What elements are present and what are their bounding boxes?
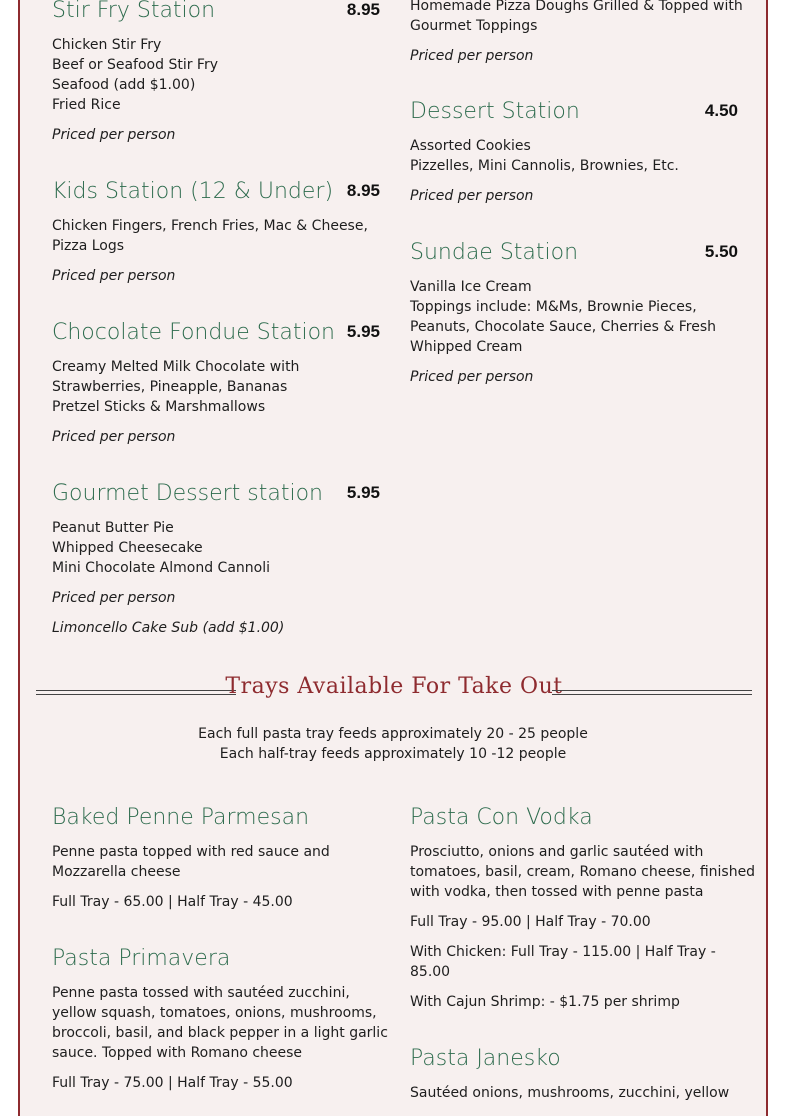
priced-per-person-note: Priced per person (410, 188, 534, 204)
menu-page (18, 0, 768, 1116)
description-line: Strawberries, Pineapple, Bananas (52, 379, 288, 395)
description-line: Whipped Cream (410, 339, 523, 355)
menu-item-stir-fry-station (52, 0, 382, 145)
tray-price: Full Tray - 65.00 | Half Tray - 45.00 (52, 894, 293, 910)
item-price: 4.50 (704, 101, 738, 120)
item-title: Baked Penne Parmesan (52, 805, 310, 830)
description-line: Penne pasta topped with red sauce and (52, 844, 330, 860)
description-line: Chicken Stir Fry (52, 37, 162, 53)
item-description (52, 357, 382, 417)
item-description (410, 1083, 750, 1103)
takeout-section-header (36, 672, 752, 712)
menu-item-sundae-station (410, 238, 740, 387)
description-line: Pizzelles, Mini Cannolis, Brownies, Etc. (410, 158, 679, 174)
item-price: 8.95 (346, 0, 380, 19)
tray-price-with-chicken (410, 942, 750, 982)
menu-item-gourmet-dessert-station (52, 479, 382, 638)
menu-item-kids-station (52, 177, 382, 286)
item-title: Kids Station (12 & Under) (52, 179, 334, 204)
description-line: Seafood (add $1.00) (52, 77, 196, 93)
intro-line: Each half-tray feeds approximately 10 -12 people (219, 746, 567, 762)
priced-per-person-note: Priced per person (52, 590, 176, 606)
tray-item-pasta-janesko (410, 1044, 750, 1103)
description-line: Mozzarella cheese (52, 864, 181, 880)
description-line: Toppings include: M&Ms, Brownie Pieces, (410, 299, 697, 315)
item-description (410, 842, 756, 902)
tray-price: Full Tray - 95.00 | Half Tray - 70.00 (410, 914, 651, 930)
tray-price-with-shrimp: With Cajun Shrimp: - $1.75 per shrimp (410, 994, 680, 1010)
item-description (52, 842, 392, 882)
priced-per-person-note: Priced per person (410, 48, 534, 64)
item-title: Dessert Station (410, 99, 580, 124)
tray-item-pasta-primavera (52, 944, 392, 1093)
description-line: Mini Chocolate Almond Cannoli (52, 560, 271, 576)
item-description (52, 983, 392, 1063)
description-line: Gourmet Toppings (410, 18, 538, 34)
description-line: Whipped Cheesecake (52, 540, 203, 556)
tray-price: Full Tray - 75.00 | Half Tray - 55.00 (52, 1075, 293, 1091)
description-line: Vanilla Ice Cream (410, 279, 532, 295)
item-description (410, 277, 740, 357)
item-title: Chocolate Fondue Station (52, 320, 335, 345)
takeout-intro (20, 724, 766, 764)
description-line: Pizza Logs (52, 238, 125, 254)
description-line: Sautéed onions, mushrooms, zucchini, yellow (410, 1085, 730, 1101)
priced-per-person-note: Priced per person (52, 127, 176, 143)
item-description (410, 0, 750, 36)
tray-item-pasta-con-vodka (410, 803, 756, 1012)
divider-rule-right (552, 690, 752, 695)
item-title: Sundae Station (410, 240, 579, 265)
description-line: sauce. Topped with Romano cheese (52, 1045, 303, 1061)
intro-line: Each full pasta tray feeds approximately 20 - 25 people (198, 726, 588, 742)
item-description (410, 136, 740, 176)
description-line: yellow squash, tomatoes, onions, mushrooms, (52, 1005, 377, 1021)
priced-per-person-note: Priced per person (52, 429, 176, 445)
description-line: Prosciutto, onions and garlic sautéed with (410, 844, 704, 860)
priced-per-person-note: Priced per person (410, 369, 534, 385)
description-line: with vodka, then tossed with penne pasta (410, 884, 704, 900)
item-description (52, 35, 382, 115)
substitution-note: Limoncello Cake Sub (add $1.00) (52, 620, 285, 636)
priced-per-person-note: Priced per person (52, 268, 176, 284)
item-price: 5.95 (346, 322, 380, 341)
description-line: Homemade Pizza Doughs Grilled & Topped with (410, 0, 743, 14)
item-description (52, 518, 382, 578)
item-title: Stir Fry Station (52, 0, 216, 23)
price-line: With Chicken: Full Tray - 115.00 | Half Tray - 85.00 (410, 944, 716, 980)
description-line: tomatoes, basil, cream, Romano cheese, finished (410, 864, 756, 880)
item-title: Pasta Con Vodka (410, 805, 593, 830)
item-title: Pasta Janesko (410, 1046, 561, 1071)
description-line: Peanut Butter Pie (52, 520, 174, 536)
menu-item-pizza-station-continued (410, 0, 750, 66)
item-price: 8.95 (346, 181, 380, 200)
takeout-section-title: Trays Available For Take Out (225, 674, 563, 699)
description-line: Penne pasta tossed with sautéed zucchini, (52, 985, 350, 1001)
description-line: Beef or Seafood Stir Fry (52, 57, 219, 73)
item-title: Gourmet Dessert station (52, 481, 324, 506)
description-line: Peanuts, Chocolate Sauce, Cherries & Fresh (410, 319, 717, 335)
menu-item-chocolate-fondue-station (52, 318, 382, 447)
menu-item-dessert-station (410, 97, 740, 206)
item-price: 5.50 (704, 242, 738, 261)
description-line: Assorted Cookies (410, 138, 531, 154)
description-line: Chicken Fingers, French Fries, Mac & Cheese, (52, 218, 368, 234)
item-description (52, 216, 382, 256)
description-line: Creamy Melted Milk Chocolate with (52, 359, 300, 375)
description-line: Fried Rice (52, 97, 121, 113)
item-price: 5.95 (346, 483, 380, 502)
description-line: Pretzel Sticks & Marshmallows (52, 399, 266, 415)
tray-item-baked-penne-parmesan (52, 803, 392, 912)
item-title: Pasta Primavera (52, 946, 231, 971)
description-line: broccoli, basil, and black pepper in a light garlic (52, 1025, 388, 1041)
